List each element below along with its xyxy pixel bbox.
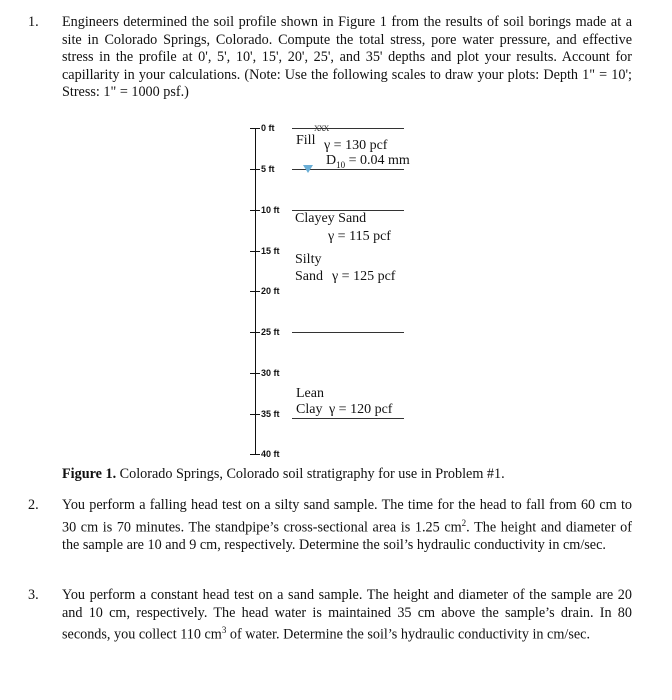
water-table-icon [303,165,313,173]
depth-tick [250,251,260,252]
depth-tick [250,291,260,292]
layer-boundary-35ft [292,418,404,419]
silty-sand-name-line2: Sand [295,269,323,284]
problem-number: 3. [28,587,39,603]
problem-text [62,587,632,645]
problem-number: 1. [28,14,39,30]
caption-text: Colorado Springs, Colorado soil stratigraphy for use in Problem #1. [116,466,505,482]
clayey-sand-unit-weight: γ = 115 pcf [328,229,391,244]
d10-symbol: D [326,153,337,168]
problem-text-part1: You perform a falling head test on a silty sand sample. The time for the head to fall from 60 cm to 30 cm is 70 minutes. The standpipe’s cross-sectional area is 1.25 cm [62,497,632,536]
layer-boundary-25ft [292,332,404,333]
depth-label: 15 ft [261,246,280,256]
depth-tick [250,332,260,333]
problem-text: Engineers determined the soil profile shown in Figure 1 from the results of soil borings made at a site in Colorado Springs, Colorado. Compute the total stress, pore water pressure, and effective stress in the profile at 0', 5', 10', 15', 20', 25', and 35' depths and plot your results. Account for capillarity in your calculations. (Note: Use the following scales to draw your plots: Depth 1" = 10'; Stress: 1" = 1000 psf.) [62,14,632,101]
superscript: 2 [461,517,467,528]
lean-clay-name-line1: Lean [296,386,324,401]
depth-label: 10 ft [261,205,280,215]
depth-label: 25 ft [261,327,280,337]
depth-tick [250,414,260,415]
problem-text-part2: . The height and diameter of the sample are 10 and 9 cm, respectively. Determine the soil’s hydraulic conductivity in cm/sec. [62,519,632,553]
problem-text-part1: You perform a constant head test on a sand sample. The height and diameter of the sample are 20 and 10 cm, respectively. The head water is maintained 35 cm above the sample’s drain. In 80 seconds, you collect 110 cm [62,587,632,643]
fill-unit-weight: γ = 130 pcf [324,138,388,153]
lean-clay-name-line2: Clay [296,402,323,417]
silty-sand-unit-weight: γ = 125 pcf [332,269,396,284]
depth-tick [250,373,260,374]
depth-tick [250,210,260,211]
problem-1 [28,14,632,102]
depth-label: 30 ft [261,368,280,378]
depth-tick [250,128,260,129]
figure-caption [62,466,505,483]
depth-label: 35 ft [261,409,280,419]
fill-d10 [326,153,410,173]
fill-hatch-icon: XXX [314,124,329,133]
problem-number: 2. [28,497,39,513]
soil-profile-figure [240,118,420,464]
clayey-sand-name: Clayey Sand [295,211,367,226]
problem-2 [28,497,632,555]
caption-label: Figure 1. [62,466,117,482]
problem-text [62,497,632,555]
depth-tick [250,454,260,455]
problem-text-part2: of water. Determine the soil’s hydraulic conductivity in cm/sec. [226,626,590,643]
d10-subscript: 10 [336,159,346,170]
superscript: 3 [221,625,227,636]
d10-value: = 0.04 mm [345,153,410,168]
lean-clay-unit-weight: γ = 120 pcf [329,402,393,417]
depth-tick [250,169,260,170]
depth-label: 0 ft [261,123,275,133]
depth-label: 5 ft [261,164,275,174]
layer-boundary-0ft [292,128,404,129]
problem-3 [28,587,632,645]
fill-name: Fill [296,133,316,148]
depth-label: 20 ft [261,286,280,296]
silty-sand-name-line1: Silty [295,252,322,267]
depth-label: 40 ft [261,449,280,459]
